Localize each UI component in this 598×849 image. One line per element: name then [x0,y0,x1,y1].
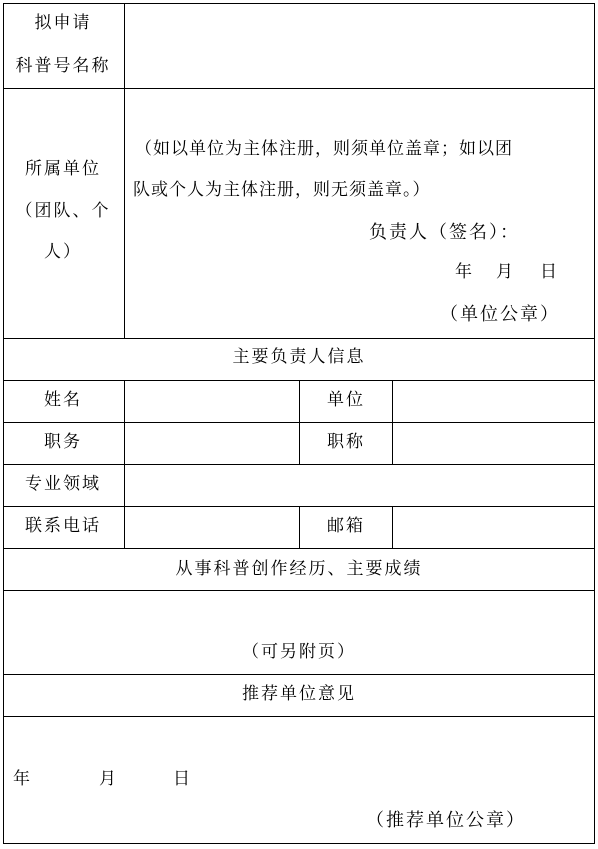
phone-field[interactable] [125,507,299,548]
rec-date-month: 月 [99,769,118,789]
position-field[interactable] [125,423,299,464]
row1-label-line2: 科普号名称 [15,56,111,76]
date-day: 日 [540,262,559,282]
divider [3,548,595,549]
row2-label-line1: 所属单位 [25,159,101,179]
section-recommend-title: 推荐单位意见 [242,684,356,704]
divider [3,674,595,675]
row1-label-line1: 拟申请 [34,13,92,33]
divider [3,338,595,339]
unit-field[interactable] [393,381,594,422]
date-year: 年 [455,262,474,282]
professional-field-input[interactable] [125,465,594,506]
email-label: 邮箱 [327,516,365,536]
signature-label: 负责人（签名）： [369,222,520,243]
date-month: 月 [496,262,515,282]
row2-label-line3: 人） [44,242,82,262]
name-label: 姓名 [44,390,82,410]
unit-seal-label: （单位公章） [440,304,560,325]
registration-note-line1: （如以单位为主体注册，则须单位盖章；如以团 [135,139,513,159]
email-field[interactable] [393,507,594,548]
section-experience-title: 从事科普创作经历、主要成绩 [175,559,423,579]
rec-date-year: 年 [13,769,32,789]
mid-column-divider [299,506,300,548]
section-leader-info-title: 主要负责人信息 [232,347,366,367]
title-field[interactable] [393,423,594,464]
phone-label: 联系电话 [25,516,101,536]
unit-label: 单位 [327,390,365,410]
title-label: 职称 [327,432,365,452]
border-bottom [3,843,595,844]
attach-note: （可另附页） [242,642,356,662]
mid-column-divider [299,380,300,464]
row2-label-line2: （团队、个 [15,201,111,221]
rec-date-day: 日 [173,769,192,789]
field-label: 专业领域 [25,474,101,494]
name-field[interactable] [125,381,299,422]
account-name-field[interactable] [125,4,594,88]
divider [3,88,595,89]
position-label: 职务 [44,432,82,452]
registration-note-line2: 队或个人为主体注册，则无须盖章。） [133,180,431,200]
recommend-seal-label: （推荐单位公章） [366,810,526,831]
border-right [594,3,595,844]
